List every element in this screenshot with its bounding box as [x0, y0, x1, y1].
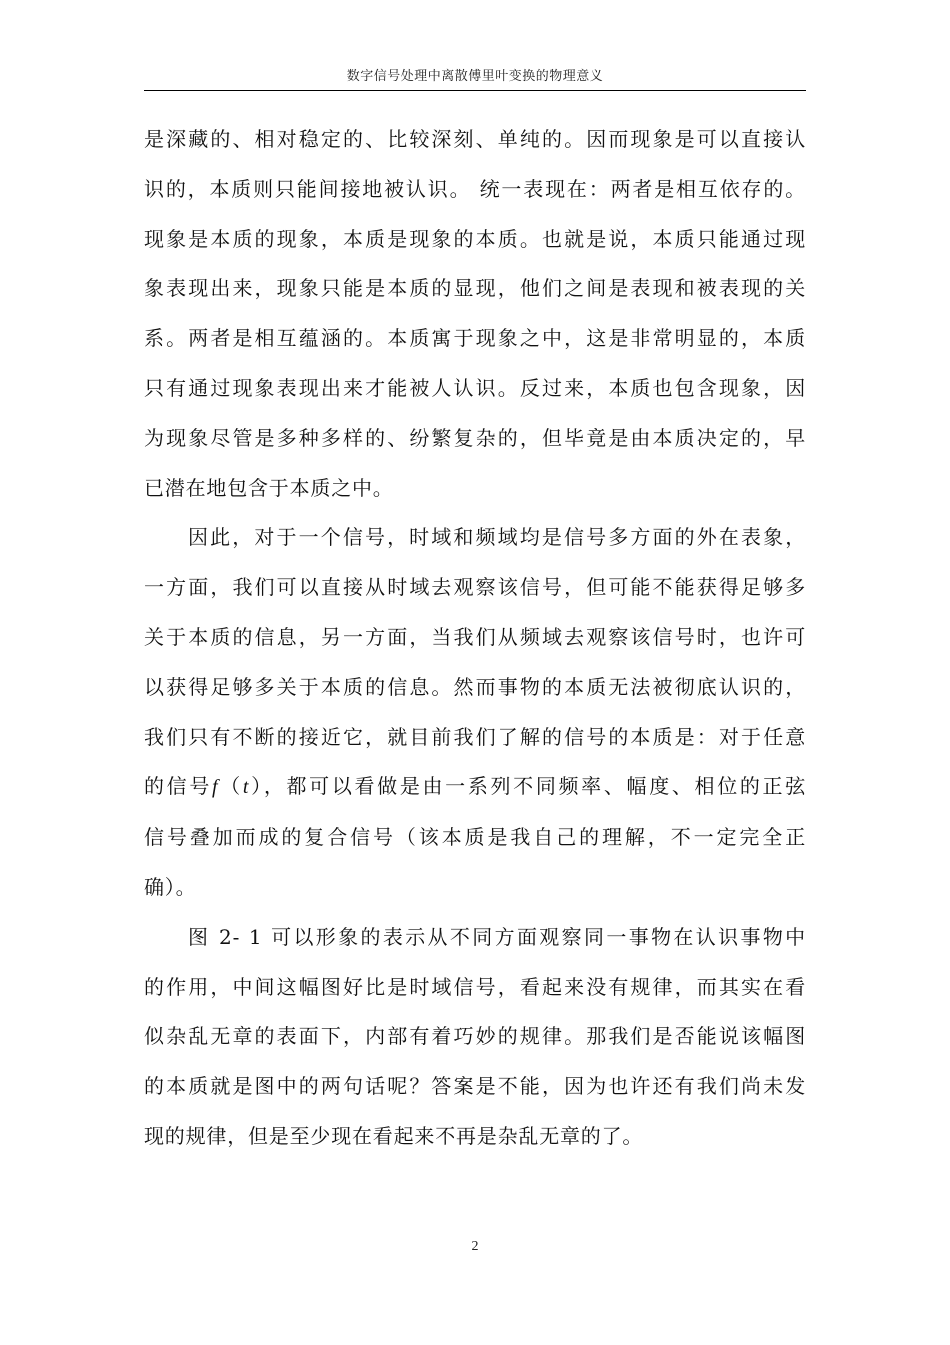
page-number: 2: [471, 1239, 479, 1254]
text-line: 以获得足够多关于本质的信息。然而事物的本质无法被彻底认识的，: [144, 674, 806, 699]
header-rule: [144, 90, 806, 91]
text-line: 关于本质的信息，另一方面，当我们从频域去观察该信号时，也许可: [144, 624, 806, 649]
paragraph-signal-essence: [144, 513, 806, 912]
text-line: 为现象尽管是多种多样的、纷繁复杂的，但毕竟是由本质决定的，早: [144, 425, 806, 450]
text-line: 只有通过现象表现出来才能被人认识。反过来，本质也包含现象，因: [144, 375, 806, 400]
text-line: 已潜在地包含于本质之中。: [144, 475, 394, 500]
text-line: 确）。: [144, 874, 197, 899]
formula-line: [144, 762, 806, 813]
running-header: 数字信号处理中离散傅里叶变换的物理意义: [346, 69, 604, 84]
text-line: 一方面，我们可以直接从时域去观察该信号，但可能不能获得足够多: [144, 575, 806, 600]
text-line: 的作用，中间这幅图好比是时域信号，看起来没有规律，而其实在看: [144, 974, 806, 999]
math-variable-t: t: [242, 776, 250, 799]
text-line: 现象是本质的现象，本质是现象的本质。也就是说，本质只能通过现: [144, 226, 806, 251]
formula-prefix: 的信号: [144, 774, 213, 799]
math-function-f: f: [212, 776, 219, 799]
paragraph-figure-2-1: [144, 913, 806, 1162]
text-line: 信号叠加而成的复合信号（该本质是我自己的理解，不一定完全正: [144, 825, 806, 850]
text-line: 我们只有不断的接近它，就目前我们了解的信号的本质是：对于任意: [144, 724, 806, 749]
formula-suffix: ，都可以看做是由一系列不同频率、幅度、相位的正弦: [263, 774, 806, 799]
text-line: 的本质就是图中的两句话呢？答案是不能，因为也许还有我们尚未发: [144, 1074, 806, 1099]
text-line: 似杂乱无章的表面下，内部有着巧妙的规律。那我们是否能说该幅图: [144, 1024, 806, 1049]
text-line: 图 2- 1 可以形象的表示从不同方面观察同一事物在认识事物中: [188, 924, 806, 949]
text-line: 现的规律，但是至少现在看起来不再是杂乱无章的了。: [144, 1123, 644, 1148]
text-line: 识的，本质则只能间接地被认识。 统一表现在：两者是相互依存的。: [144, 176, 806, 201]
body-text: [144, 115, 806, 1162]
math-paren-open: （: [218, 774, 243, 799]
text-line: 是深藏的、相对稳定的、比较深刻、单纯的。因而现象是可以直接认: [144, 127, 806, 151]
math-paren-close: ）: [249, 774, 264, 799]
text-line: 因此，对于一个信号，时域和频域均是信号多方面的外在表象，: [188, 525, 806, 550]
text-line: 象表现出来，现象只能是本质的显现，他们之间是表现和被表现的关: [144, 276, 806, 301]
paragraph-essence-phenomenon: [144, 115, 806, 513]
text-line: 系。两者是相互蕴涵的。本质寓于现象之中，这是非常明显的，本质: [144, 326, 806, 351]
